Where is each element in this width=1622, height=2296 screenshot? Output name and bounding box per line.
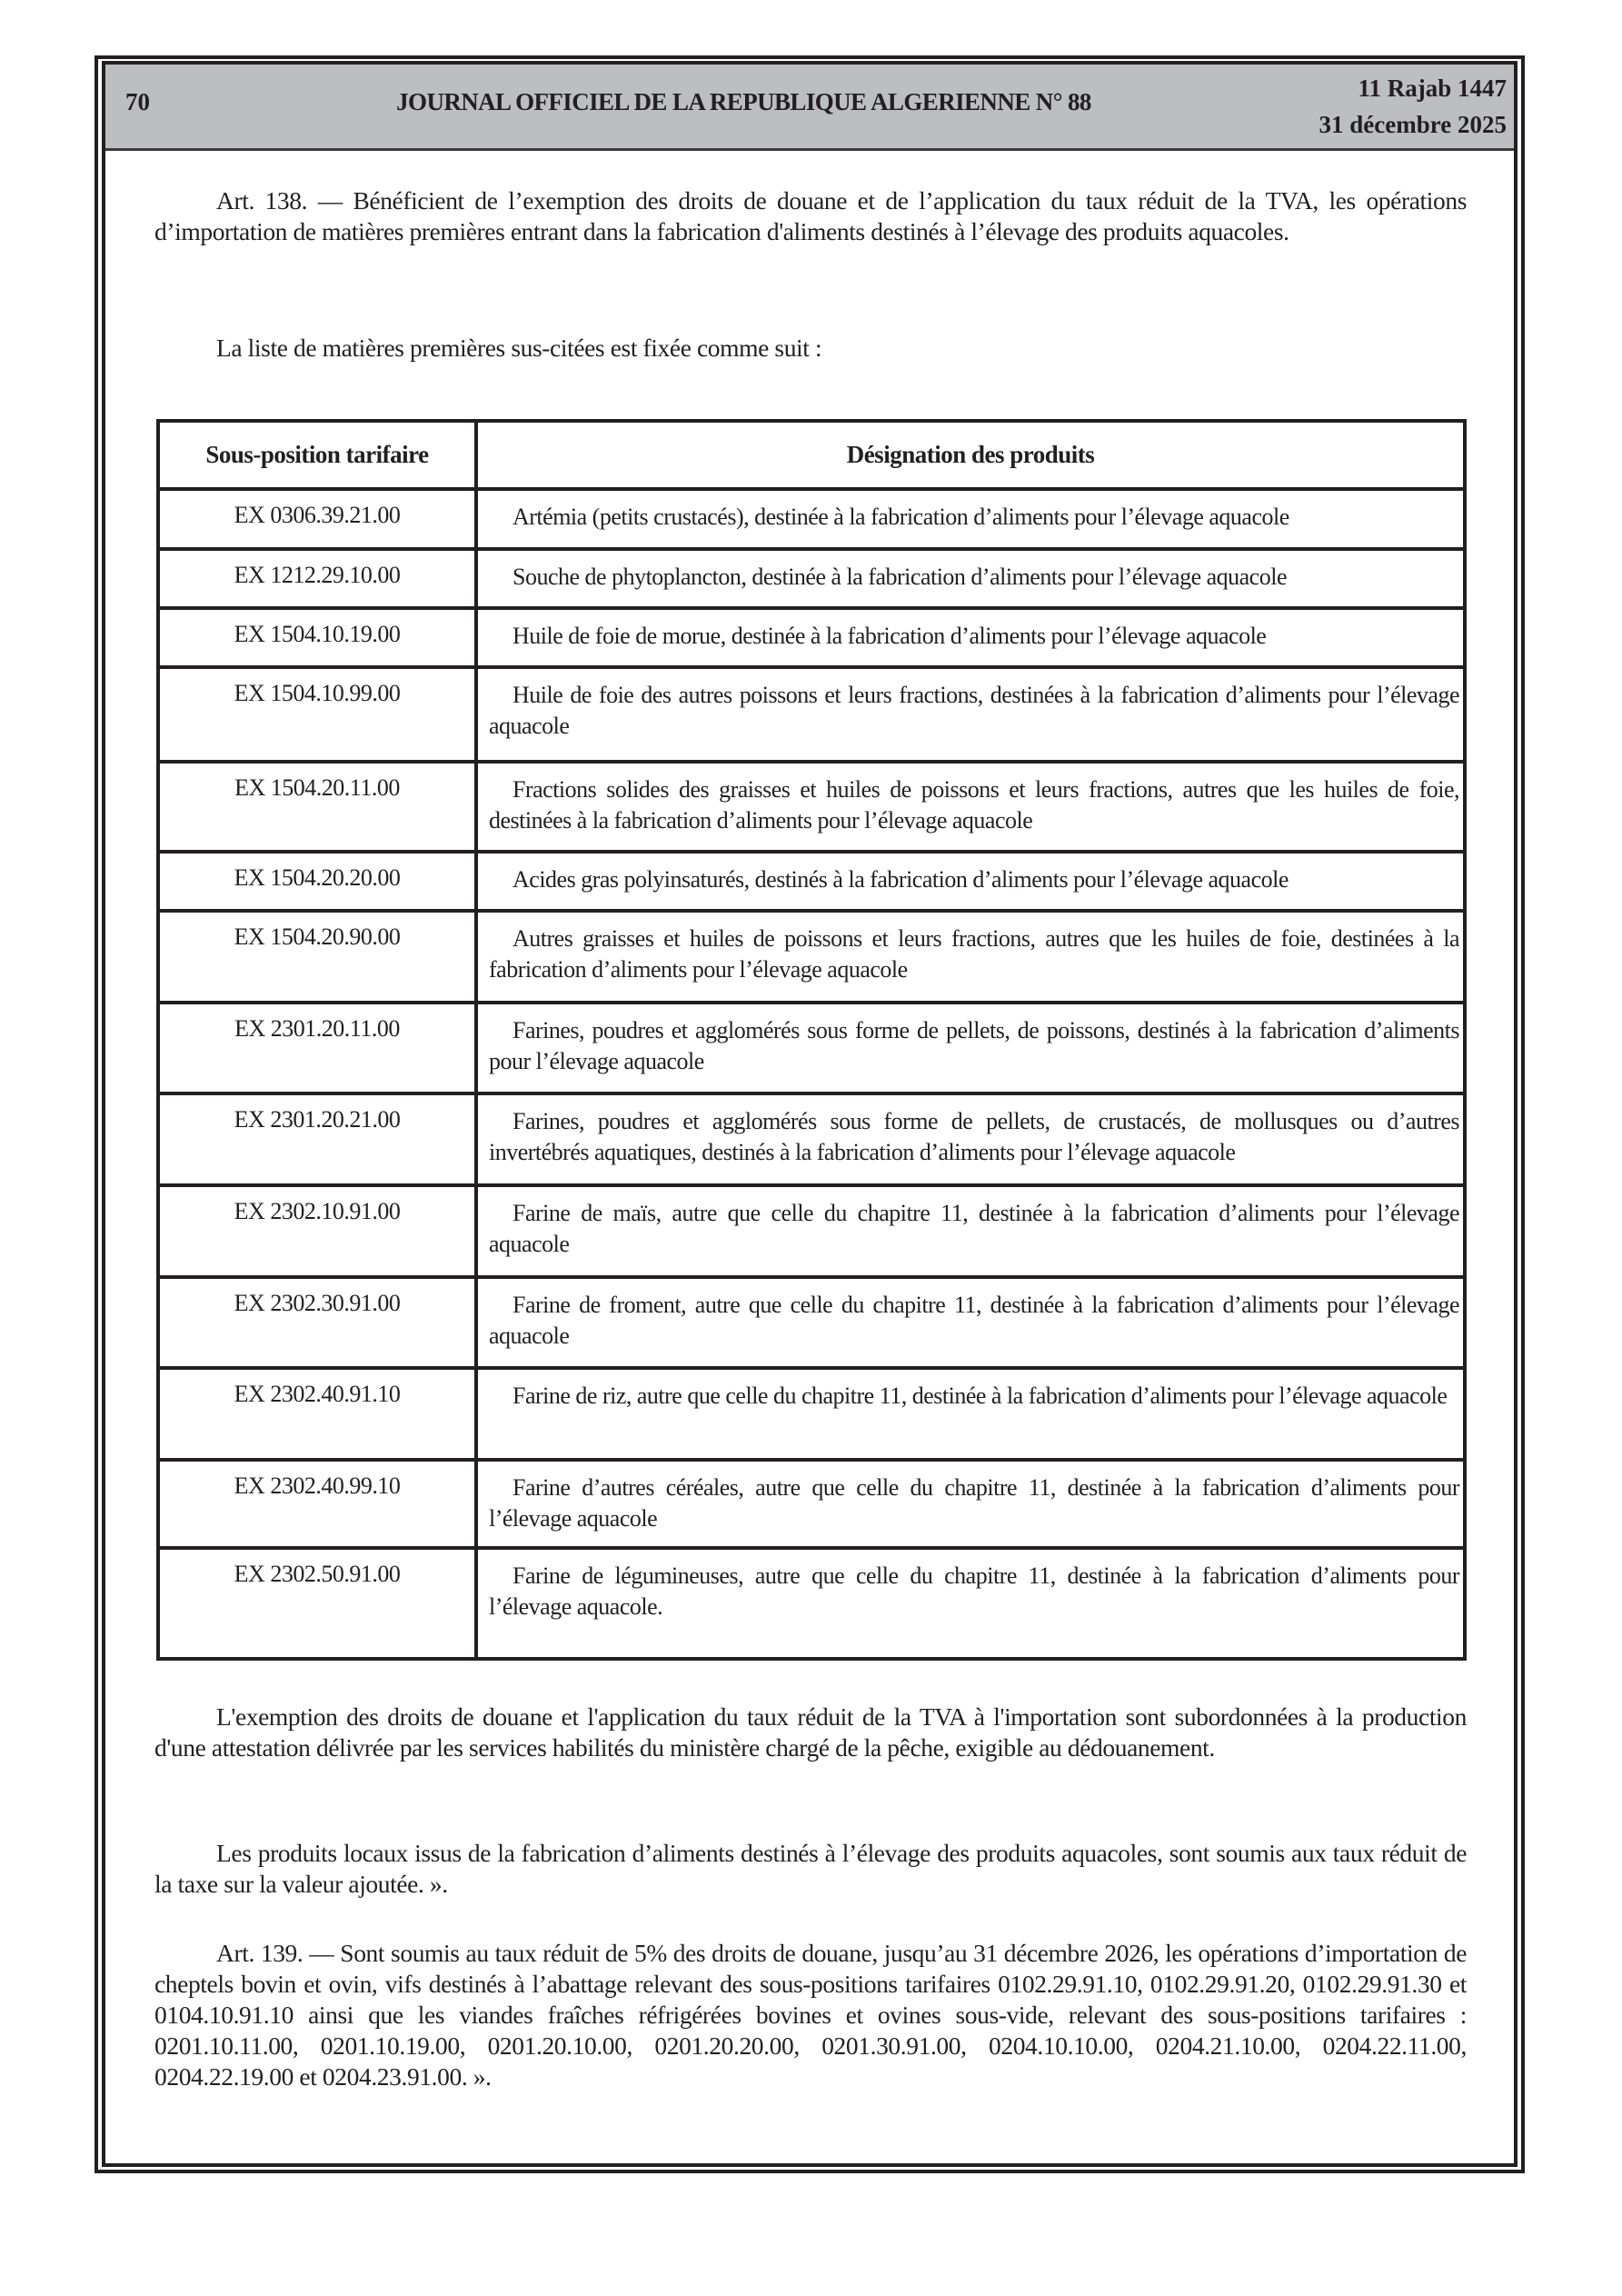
- tariff-code-cell: EX 2302.40.91.10: [158, 1368, 476, 1460]
- column-header-designation: Désignation des produits: [476, 421, 1465, 489]
- list-intro-text: La liste de matières premières sus-citées est fixée comme suit :: [216, 334, 822, 362]
- table-row: [158, 1185, 1465, 1277]
- designation-cell: [476, 1185, 1465, 1277]
- tariff-code-cell: EX 2301.20.11.00: [158, 1003, 476, 1093]
- article-139-paragraph: [154, 1938, 1467, 2092]
- tariff-code-cell: EX 1504.10.19.00: [158, 608, 476, 667]
- designation-text: Farine de maïs, autre que celle du chapitre 11, destinée à la fabrication d’aliments pour l’élevage aquacole: [489, 1200, 1459, 1257]
- designation-text: Huile de foie des autres poissons et leurs fractions, destinées à la fabrication d’aliments pour l’élevage aquacole: [489, 682, 1459, 739]
- table-row: [158, 1277, 1465, 1368]
- designation-text: Huile de foie de morue, destinée à la fabrication d’aliments pour l’élevage aquacole: [512, 623, 1267, 649]
- designation-cell: [476, 1368, 1465, 1460]
- tariff-code-cell: EX 2302.50.91.00: [158, 1548, 476, 1659]
- exemption-condition: [154, 1702, 1467, 1763]
- issue-date: [1319, 70, 1507, 143]
- article-138: [154, 185, 1467, 247]
- designation-cell: [476, 911, 1465, 1003]
- designation-cell: [476, 667, 1465, 762]
- local-products-paragraph: [154, 1838, 1467, 1900]
- table-row: [158, 762, 1465, 852]
- designation-cell: [476, 1277, 1465, 1368]
- article-139: [154, 1938, 1467, 2092]
- table-row: [158, 1460, 1465, 1548]
- gregorian-date: 31 décembre 2025: [1318, 111, 1507, 138]
- tariff-code-cell: EX 0306.39.21.00: [158, 489, 476, 549]
- column-header-code: Sous-position tarifaire: [158, 421, 476, 489]
- designation-cell: [476, 608, 1465, 667]
- article-138-text: [154, 185, 1467, 247]
- designation-text: Farines, poudres et agglomérés sous forme de pellets, de crustacés, de mollusques ou d’autres invertébrés aquatiques, destinés à la fabrication d’aliments pour l’élevage aquacole: [489, 1108, 1459, 1165]
- article-139-text: Art. 139. — Sont soumis au taux réduit de 5% des droits de douane, jusqu’au 31 décembre 2026, les opérations d’importation de cheptels bovin et ovin, vifs destinés à l’abattage relevant des sous-positions tarifaires 0102.29.91.10, 0102.29.91.20, 0102.29.91.30 et 0104.10.91.10 ainsi que les viandes fraîches réfrigérées bovines et ovines sous-vide, relevant des sous-positions tarifaires : 0201.10.11.00, 0201.10.19.00, 0201.20.10.00, 0201.20.20.00, 0201.30.91.00, 0204.10.10.00, 0204.21.10.00, 0204.22.11.00, 0204.22.19.00 et 0204.23.91.00. ».: [154, 1939, 1467, 2091]
- designation-cell: [476, 549, 1465, 608]
- local-products-text: Les produits locaux issus de la fabrication d’aliments destinés à l’élevage des produits aquacoles, sont soumis aux taux réduit de la taxe sur la valeur ajoutée. ».: [154, 1839, 1467, 1898]
- tariff-code-cell: EX 1504.10.99.00: [158, 667, 476, 762]
- journal-title: JOURNAL OFFICIEL DE LA REPUBLIQUE ALGERIENNE N° 88: [396, 88, 1091, 115]
- table-row: [158, 1548, 1465, 1659]
- table-row: [158, 911, 1465, 1003]
- table-row: [158, 1003, 1465, 1093]
- table-header-row: [158, 421, 1465, 489]
- tariff-code-cell: EX 2302.30.91.00: [158, 1277, 476, 1368]
- designation-text: Farine de légumineuses, autre que celle du chapitre 11, destinée à la fabrication d’aliments pour l’élevage aquacole.: [489, 1562, 1459, 1620]
- table-row: [158, 549, 1465, 608]
- designation-text: Acides gras polyinsaturés, destinés à la fabrication d’aliments pour l’élevage aquacole: [512, 866, 1289, 893]
- tariff-table: [156, 419, 1467, 1661]
- designation-text: Farine de riz, autre que celle du chapitre 11, destinée à la fabrication d’aliments pour l’élevage aquacole: [512, 1383, 1448, 1409]
- designation-text: Souche de phytoplancton, destinée à la fabrication d’aliments pour l’élevage aquacole: [512, 564, 1287, 590]
- designation-cell: [476, 762, 1465, 852]
- table-row: [158, 667, 1465, 762]
- tariff-code-cell: EX 1504.20.90.00: [158, 911, 476, 1003]
- designation-cell: [476, 1093, 1465, 1185]
- tariff-code-cell: EX 2302.10.91.00: [158, 1185, 476, 1277]
- local-products: [154, 1838, 1467, 1900]
- designation-text: Autres graisses et huiles de poissons et leurs fractions, autres que les huiles de foie, destinées à la fabrication d’aliments pour l’élevage aquacole: [489, 925, 1459, 983]
- designation-text: Artémia (petits crustacés), destinée à la fabrication d’aliments pour l’élevage aquacole: [512, 504, 1289, 530]
- designation-text: Farines, poudres et agglomérés sous forme de pellets, de poissons, destinés à la fabrication d’aliments pour l’élevage aquacole: [489, 1017, 1459, 1074]
- tariff-code-cell: EX 1504.20.11.00: [158, 762, 476, 852]
- table-row: [158, 1093, 1465, 1185]
- designation-text: Fractions solides des graisses et huiles de poissons et leurs fractions, autres que les huiles de foie, destinées à la fabrication d’aliments pour l’élevage aquacole: [489, 776, 1459, 834]
- journal-header: [105, 65, 1514, 151]
- exemption-condition-paragraph: [154, 1702, 1467, 1763]
- designation-cell: [476, 489, 1465, 549]
- tariff-code-cell: EX 2302.40.99.10: [158, 1460, 476, 1548]
- list-intro-paragraph: [154, 333, 1467, 364]
- designation-text: Farine de froment, autre que celle du chapitre 11, destinée à la fabrication d’aliments pour l’élevage aquacole: [489, 1292, 1459, 1349]
- designation-cell: [476, 1460, 1465, 1548]
- tariff-code-cell: EX 2301.20.21.00: [158, 1093, 476, 1185]
- list-intro: [154, 333, 1467, 364]
- table-row: [158, 489, 1465, 549]
- page-number: 70: [125, 88, 150, 115]
- designation-cell: [476, 852, 1465, 911]
- table-row: [158, 1368, 1465, 1460]
- tariff-table-body: [158, 489, 1465, 1659]
- designation-cell: [476, 1003, 1465, 1093]
- tariff-code-cell: EX 1212.29.10.00: [158, 549, 476, 608]
- tariff-code-cell: EX 1504.20.20.00: [158, 852, 476, 911]
- table-row: [158, 608, 1465, 667]
- designation-cell: [476, 1548, 1465, 1659]
- table-row: [158, 852, 1465, 911]
- article-138-body: Art. 138. — Bénéficient de l’exemption des droits de douane et de l’application du taux réduit de la TVA, les opérations d’importation de matières premières entrant dans la fabrication d'aliments destinés à l’élevage des produits aquacoles.: [154, 186, 1467, 245]
- exemption-condition-text: L'exemption des droits de douane et l'application du taux réduit de la TVA à l'importation sont subordonnées à la production d'une attestation délivrée par les services habilités du ministère chargé de la pêche, exigible au dédouanement.: [154, 1702, 1467, 1762]
- designation-text: Farine d’autres céréales, autre que celle du chapitre 11, destinée à la fabrication d’aliments pour l’élevage aquacole: [489, 1474, 1459, 1532]
- hijri-date: 11 Rajab 1447: [1358, 75, 1507, 102]
